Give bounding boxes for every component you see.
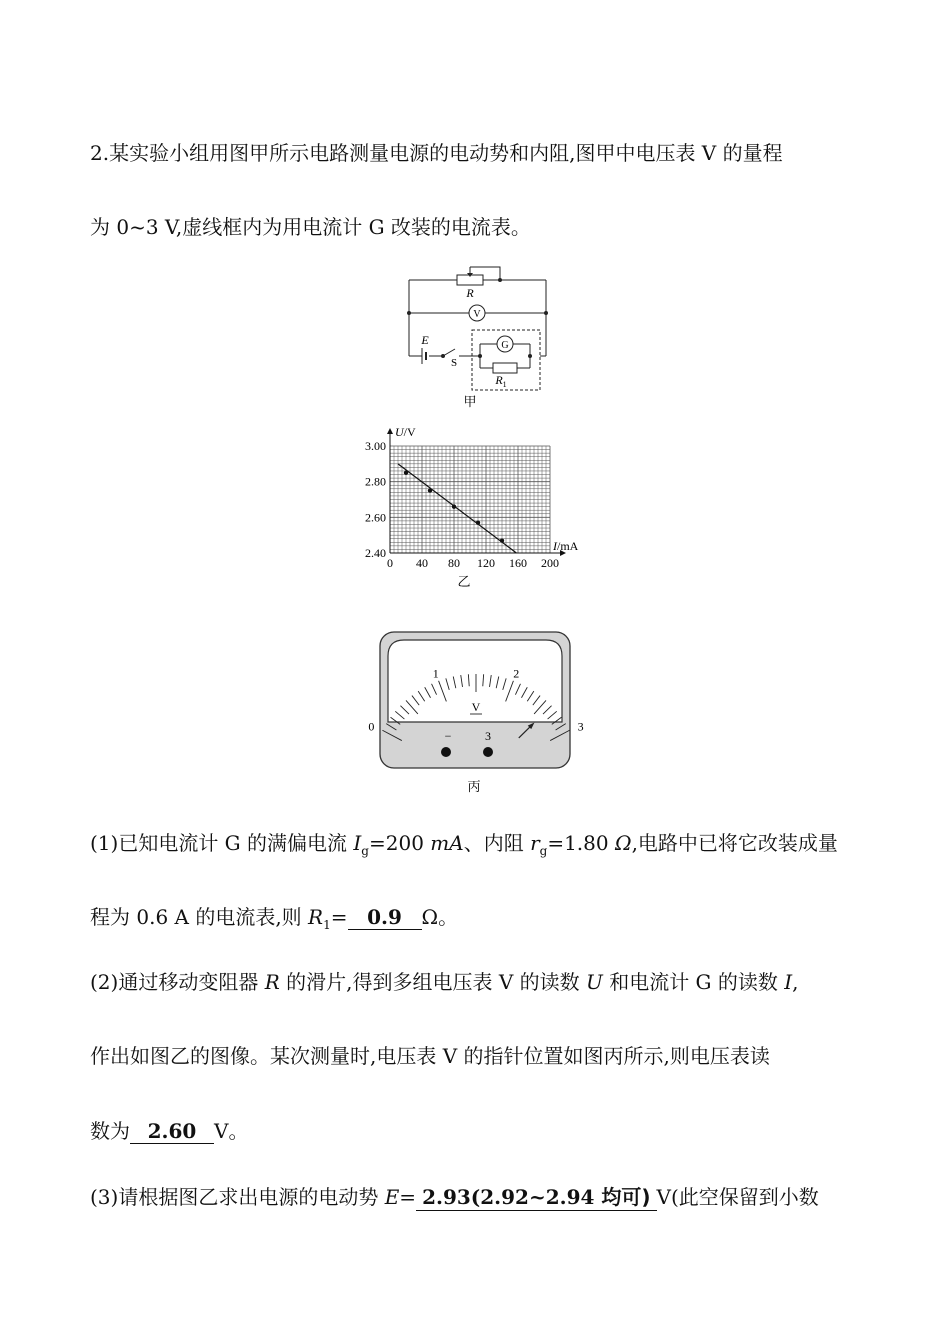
- intro-line-1: 2.某实验小组用图甲所示电路测量电源的电动势和内阻,图甲中电压表 V 的量程: [90, 141, 783, 165]
- label-R1: $R_1$: [495, 373, 507, 389]
- resistor-R1: [493, 363, 517, 373]
- terminal-minus-label: −: [444, 729, 452, 743]
- terminal-three: [483, 747, 493, 757]
- y-tick-label: 2.80: [365, 474, 386, 489]
- terminal-minus: [441, 747, 451, 757]
- voltmeter-figure-bing: [368, 630, 584, 798]
- label-V: V: [473, 309, 481, 320]
- caption-bing: 丙: [467, 779, 481, 794]
- q2-line-2: 作出如图乙的图像。某次测量时,电压表 V 的指针位置如图丙所示,则电压表读: [90, 1044, 770, 1068]
- data-point: [428, 488, 432, 492]
- x-tick-label: 200: [541, 556, 559, 570]
- data-point: [452, 504, 456, 508]
- intro-line-2: 为 0~3 V,虚线框内为用电流计 G 改装的电流表。: [90, 215, 531, 239]
- x-tick-label: 40: [416, 556, 428, 570]
- terminal-three-label: 3: [485, 729, 491, 743]
- meter-scale-label: 3: [577, 719, 584, 734]
- caption-jia: 甲: [463, 394, 477, 409]
- q3-line-1: (3)请根据图乙求出电源的电动势 E= 2.93(2.92~2.94 均可) V(此空保留到小数: [90, 1181, 819, 1211]
- data-point: [500, 538, 504, 542]
- y-axis-arrow: [387, 428, 393, 434]
- q1-line-1: (1)已知电流计 G 的满偏电流 $I_g=200$ mA、内阻 $r_g=1.80$ Ω,电路中已将它改装成量: [90, 831, 838, 858]
- caption-yi: 乙: [457, 574, 471, 589]
- meter-scale-label: 0: [368, 719, 375, 734]
- q1-line-2: 程为 0.6 A 的电流表,则 $R_1= 0.9$ Ω。: [90, 905, 459, 932]
- label-G: G: [501, 340, 509, 351]
- x-axis-label: I/mA: [553, 539, 579, 553]
- q2-line-3: 数为 2.60 V。: [90, 1119, 249, 1143]
- meter-unit: V: [471, 700, 481, 714]
- data-point: [476, 520, 480, 524]
- q1-answer: 0.9: [348, 905, 422, 930]
- q3-answer: 2.93(2.92~2.94 均可): [416, 1181, 656, 1211]
- y-axis-label: U/V: [395, 425, 416, 439]
- y-tick-label: 2.40: [365, 546, 386, 560]
- q2-line-1: (2)通过移动变阻器 R 的滑片,得到多组电压表 V 的读数 U 和电流计 G 的读数 I,: [90, 970, 799, 994]
- x-tick-label: 0: [387, 556, 393, 570]
- label-R: R: [466, 286, 474, 300]
- x-tick-label: 120: [477, 556, 495, 570]
- label-S: S: [450, 357, 458, 369]
- q2-answer: 2.60: [130, 1119, 214, 1144]
- ui-chart-yi: [355, 420, 595, 592]
- y-tick-label: 3.00: [365, 439, 386, 453]
- meter-scale-label: 2: [513, 666, 520, 681]
- data-point: [404, 471, 408, 475]
- x-tick-label: 160: [509, 556, 527, 570]
- y-tick-label: 2.60: [365, 510, 386, 525]
- meter-scale-label: 1: [432, 666, 439, 681]
- x-tick-label: 80: [448, 556, 460, 570]
- fit-line: [398, 464, 516, 553]
- circuit-figure-jia: [395, 262, 555, 412]
- label-E: E: [421, 333, 429, 347]
